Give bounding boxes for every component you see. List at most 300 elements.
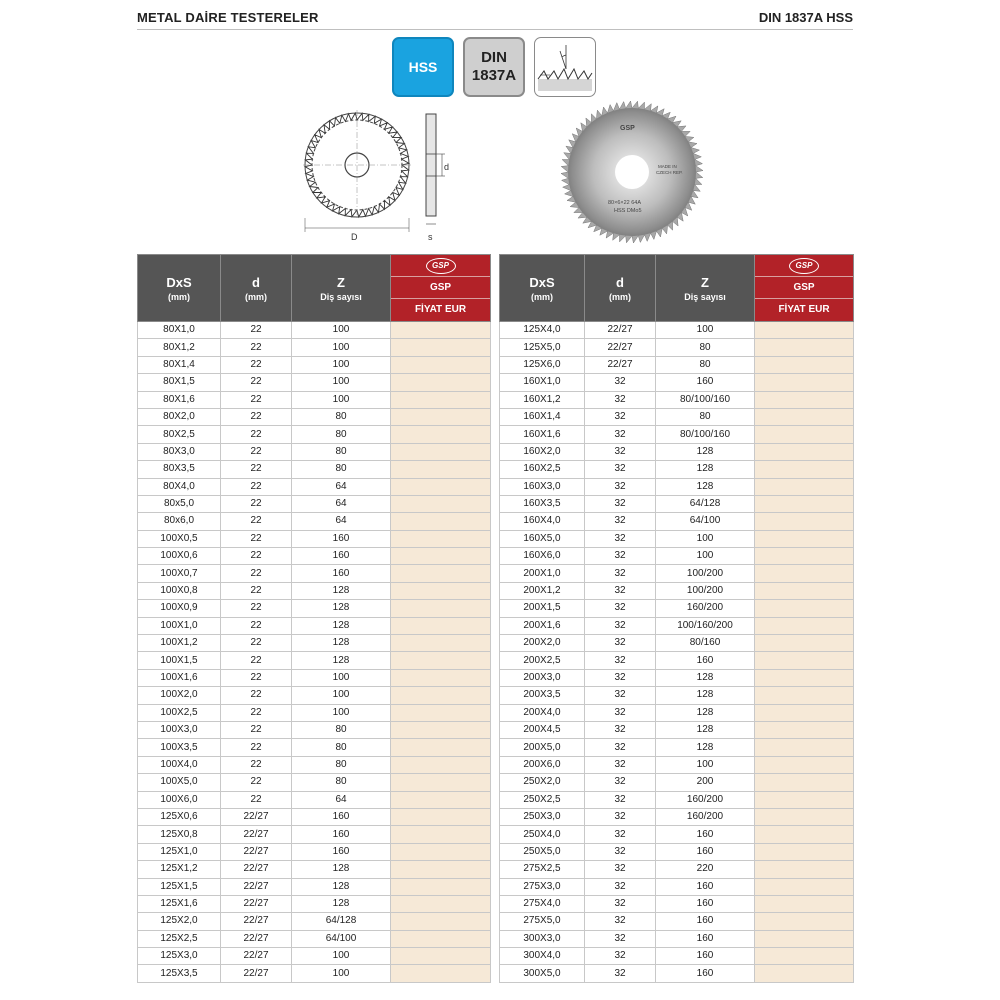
cell-z: 128 [656,478,755,495]
cell-z: 80 [292,461,391,478]
cell-z: 80/100/160 [656,426,755,443]
cell-dxs: 100X3,0 [138,721,221,738]
cell-price [391,600,491,617]
col-dxs [500,255,585,322]
cell-z: 160 [656,878,755,895]
cell-d: 32 [585,774,656,791]
table-row [500,513,854,530]
cell-price [755,617,854,634]
table-row [138,322,491,339]
table-row [500,808,854,825]
col-z [656,255,755,322]
cell-dxs: 250X3,0 [500,808,585,825]
table-row [138,721,491,738]
col-price-label: FİYAT EUR [414,304,467,315]
cell-price [391,878,491,895]
cell-price [755,322,854,339]
cell-dxs: 200X4,5 [500,721,585,738]
cell-price [755,791,854,808]
col-d-title: d [252,274,260,290]
cell-price [755,478,854,495]
table-row [500,530,854,547]
cell-d: 32 [585,443,656,460]
cell-z: 128 [292,878,391,895]
table-row [500,948,854,965]
cell-price [755,739,854,756]
col-d-title: d [616,274,624,290]
cell-dxs: 80X1,2 [138,339,221,356]
cell-dxs: 200X1,0 [500,565,585,582]
cell-price [391,582,491,599]
cell-d: 22/27 [221,913,292,930]
cell-dxs: 300X5,0 [500,965,585,982]
table-row [500,878,854,895]
cell-d: 22/27 [221,930,292,947]
cell-price [755,600,854,617]
thickness-label: s [428,232,433,242]
cell-d: 32 [585,617,656,634]
cell-d: 22 [221,774,292,791]
col-dxs [138,255,221,322]
cell-d: 32 [585,478,656,495]
cell-dxs: 160X3,5 [500,495,585,512]
col-price [755,255,854,322]
cell-dxs: 100X0,7 [138,565,221,582]
cell-d: 32 [585,652,656,669]
table-row [500,374,854,391]
table-row [500,704,854,721]
cell-dxs: 200X3,0 [500,669,585,686]
cell-d: 22 [221,339,292,356]
col-price-label: FİYAT EUR [778,304,830,315]
cell-d: 22 [221,461,292,478]
table-row [500,461,854,478]
cell-z: 80 [292,426,391,443]
cell-price [391,669,491,686]
cell-dxs: 100X1,6 [138,669,221,686]
cell-d: 22 [221,322,292,339]
cell-dxs: 160X1,0 [500,374,585,391]
cell-d: 22 [221,356,292,373]
table-row [500,600,854,617]
table-row [500,443,854,460]
cell-d: 22/27 [221,878,292,895]
table-row [138,861,491,878]
cell-z: 80 [292,721,391,738]
cell-d: 22/27 [221,895,292,912]
cell-dxs: 300X4,0 [500,948,585,965]
cell-d: 22 [221,374,292,391]
cell-price [391,704,491,721]
table-row [138,635,491,652]
cell-price [391,861,491,878]
cell-z: 100 [292,704,391,721]
cell-price [755,913,854,930]
cell-d: 22/27 [585,339,656,356]
cell-d: 22 [221,756,292,773]
cell-d: 32 [585,965,656,982]
saw-blade-photo [560,100,705,245]
cell-dxs: 80X1,0 [138,322,221,339]
cell-dxs: 100X0,6 [138,548,221,565]
cell-d: 32 [585,495,656,512]
cell-dxs: 250X2,5 [500,791,585,808]
cell-dxs: 100X3,5 [138,739,221,756]
cell-d: 22 [221,721,292,738]
cell-z: 160 [656,930,755,947]
cell-dxs: 80X2,5 [138,426,221,443]
cell-price [391,443,491,460]
page-header [137,8,853,30]
table-row [500,652,854,669]
cell-dxs: 80X1,4 [138,356,221,373]
cell-d: 32 [585,808,656,825]
cell-d: 32 [585,426,656,443]
cell-z: 160 [292,826,391,843]
col-price [391,255,491,322]
col-dxs-title: DxS [166,274,192,290]
cell-dxs: 200X3,5 [500,687,585,704]
cell-z: 160/200 [656,808,755,825]
cell-z: 100 [292,948,391,965]
cell-dxs: 160X1,2 [500,391,585,408]
cell-price [391,408,491,425]
cell-price [755,443,854,460]
cell-z: 128 [292,861,391,878]
cell-dxs: 100X1,2 [138,635,221,652]
cell-dxs: 250X4,0 [500,826,585,843]
cell-dxs: 250X5,0 [500,843,585,860]
cell-d: 22/27 [221,861,292,878]
table-row [138,600,491,617]
cell-dxs: 250X2,0 [500,774,585,791]
col-d [221,255,292,322]
cell-d: 32 [585,600,656,617]
table-row [500,965,854,982]
cell-price [755,756,854,773]
table-row [500,582,854,599]
cell-price [391,687,491,704]
cell-d: 22 [221,582,292,599]
cell-z: 100 [292,687,391,704]
cell-dxs: 125X2,0 [138,913,221,930]
cell-d: 22 [221,704,292,721]
cell-d: 22 [221,443,292,460]
cell-price [755,530,854,547]
cell-z: 100 [656,756,755,773]
cell-price [755,582,854,599]
cell-z: 128 [292,582,391,599]
gsp-logo: GSP [426,258,456,274]
cell-z: 128 [656,704,755,721]
cell-d: 22/27 [585,322,656,339]
saw-technical-drawing [295,100,455,245]
photo-material-text: HSS DMo5 [614,208,642,214]
cell-dxs: 100X0,9 [138,600,221,617]
cell-z: 100/200 [656,565,755,582]
table-row [500,739,854,756]
cell-dxs: 80X2,0 [138,408,221,425]
table-row [500,495,854,512]
cell-d: 22/27 [221,808,292,825]
cell-d: 32 [585,635,656,652]
cell-dxs: 160X1,4 [500,408,585,425]
cell-d: 22/27 [221,843,292,860]
cell-price [391,426,491,443]
col-z-sub: Diş sayısı [320,291,362,302]
cell-d: 22 [221,530,292,547]
cell-price [391,617,491,634]
cell-price [755,635,854,652]
cell-dxs: 160X1,6 [500,426,585,443]
table-row [138,617,491,634]
cell-dxs: 160X4,0 [500,513,585,530]
cell-dxs: 80X4,0 [138,478,221,495]
table-row [500,756,854,773]
cell-d: 32 [585,791,656,808]
cell-price [391,826,491,843]
cell-dxs: 125X6,0 [500,356,585,373]
cell-dxs: 100X5,0 [138,774,221,791]
table-row [138,565,491,582]
table-row [500,617,854,634]
cell-z: 160 [292,548,391,565]
table-row [500,687,854,704]
cell-price [755,565,854,582]
cell-dxs: 100X2,5 [138,704,221,721]
cell-d: 22 [221,687,292,704]
cell-dxs: 160X6,0 [500,548,585,565]
table-row [138,948,491,965]
cell-d: 32 [585,408,656,425]
col-dxs-unit: (mm) [531,291,553,302]
col-z-sub: Diş sayısı [684,291,726,302]
cell-price [391,391,491,408]
gsp-logo: GSP [789,258,819,274]
cell-d: 22 [221,617,292,634]
table-row [500,791,854,808]
cell-dxs: 200X6,0 [500,756,585,773]
cell-z: 160 [656,652,755,669]
spec-table-left [137,254,491,983]
cell-z: 64/128 [292,913,391,930]
cell-d: 32 [585,878,656,895]
cell-price [755,461,854,478]
table-row [500,861,854,878]
cell-d: 22/27 [585,356,656,373]
cell-z: 80 [656,356,755,373]
cell-price [391,756,491,773]
cell-z: 80 [292,739,391,756]
cell-z: 160 [656,374,755,391]
cell-z: 128 [656,687,755,704]
table-row [138,374,491,391]
cell-dxs: 125X0,6 [138,808,221,825]
cell-dxs: 125X1,2 [138,861,221,878]
table-row [138,582,491,599]
cell-dxs: 160X5,0 [500,530,585,547]
cell-z: 128 [292,652,391,669]
cell-dxs: 200X1,2 [500,582,585,599]
hss-badge [392,37,454,97]
cell-d: 22 [221,791,292,808]
cell-z: 160 [292,843,391,860]
photo-country-text: CZECH REP. [656,170,683,175]
cell-d: 32 [585,687,656,704]
photo-brand-text: GSP [620,125,635,132]
cell-price [755,513,854,530]
cell-d: 22 [221,495,292,512]
cell-dxs: 100X6,0 [138,791,221,808]
cell-z: 80 [292,756,391,773]
cell-price [391,565,491,582]
table-row [138,895,491,912]
cell-d: 22 [221,739,292,756]
table-row [138,391,491,408]
cell-price [391,721,491,738]
cell-z: 100 [292,391,391,408]
cell-dxs: 125X3,0 [138,948,221,965]
cell-price [391,461,491,478]
cell-dxs: 125X1,0 [138,843,221,860]
cell-dxs: 100X0,8 [138,582,221,599]
cell-z: 64 [292,495,391,512]
cell-price [755,930,854,947]
cell-dxs: 200X2,5 [500,652,585,669]
cell-price [391,913,491,930]
col-brand-name: GSP [391,277,490,299]
cell-dxs: 275X5,0 [500,913,585,930]
cell-price [391,635,491,652]
table-row [500,635,854,652]
cell-dxs: 100X4,0 [138,756,221,773]
cell-z: 200 [656,774,755,791]
cell-dxs: 200X5,0 [500,739,585,756]
cell-dxs: 160X3,0 [500,478,585,495]
cell-z: 160 [656,948,755,965]
cell-price [391,808,491,825]
col-d [585,255,656,322]
cell-price [755,652,854,669]
cell-d: 32 [585,391,656,408]
cell-z: 160 [292,530,391,547]
cell-dxs: 125X1,5 [138,878,221,895]
cell-z: 100 [292,374,391,391]
cell-price [755,339,854,356]
cell-price [391,652,491,669]
cell-d: 32 [585,895,656,912]
cell-z: 100 [656,548,755,565]
table-row [138,408,491,425]
cell-z: 128 [656,443,755,460]
cell-z: 80/160 [656,635,755,652]
table-row [138,356,491,373]
col-d-unit: (mm) [245,291,267,302]
col-d-unit: (mm) [609,291,631,302]
cell-d: 32 [585,513,656,530]
cell-price [755,495,854,512]
cell-price [755,356,854,373]
table-row [138,687,491,704]
cell-price [391,356,491,373]
cell-price [391,843,491,860]
cell-dxs: 300X3,0 [500,930,585,947]
hss-badge-label: HSS [408,59,438,75]
cell-z: 128 [292,895,391,912]
cell-d: 22 [221,391,292,408]
din-badge-line1: DIN [481,49,507,66]
table-row [138,965,491,982]
cell-z: 220 [656,861,755,878]
cell-z: 128 [292,617,391,634]
cell-price [755,774,854,791]
din-badge [463,37,525,97]
cell-d: 32 [585,565,656,582]
din-badge-line2: 1837A [471,67,517,84]
table-row [500,391,854,408]
cell-d: 22 [221,652,292,669]
cell-dxs: 100X1,0 [138,617,221,634]
cell-d: 32 [585,582,656,599]
cell-d: 32 [585,461,656,478]
cell-price [755,721,854,738]
cell-dxs: 80X3,0 [138,443,221,460]
cell-z: 64 [292,513,391,530]
cell-price [755,426,854,443]
spec-table-right [499,254,854,983]
cell-price [755,548,854,565]
cell-d: 32 [585,704,656,721]
cell-z: 100 [292,669,391,686]
cell-dxs: 100X1,5 [138,652,221,669]
table-row [138,652,491,669]
cell-dxs: 160X2,0 [500,443,585,460]
col-brand-name: GSP [755,277,853,299]
cell-d: 32 [585,913,656,930]
cell-z: 160 [292,808,391,825]
cell-price [755,878,854,895]
table-row [500,843,854,860]
cell-price [755,843,854,860]
cell-d: 22 [221,635,292,652]
cell-dxs: 200X1,6 [500,617,585,634]
table-row [500,895,854,912]
table-row [138,478,491,495]
table-row [500,565,854,582]
cell-d: 22 [221,600,292,617]
cell-dxs: 125X5,0 [500,339,585,356]
photo-size-text: 80×6×22 64A [608,200,642,206]
page-title: METAL DAİRE TESTERELER [137,10,319,25]
cell-price [391,774,491,791]
cell-price [391,739,491,756]
tooth-profile-icon [536,39,594,95]
cell-price [755,374,854,391]
table-row [138,739,491,756]
cell-price [755,808,854,825]
cell-dxs: 100X2,0 [138,687,221,704]
table-row [138,774,491,791]
table-row [138,826,491,843]
cell-dxs: 200X1,5 [500,600,585,617]
cell-dxs: 275X2,5 [500,861,585,878]
cell-d: 22/27 [221,948,292,965]
cell-d: 22 [221,478,292,495]
cell-price [755,826,854,843]
table-row [500,322,854,339]
cell-d: 32 [585,861,656,878]
cell-price [391,948,491,965]
